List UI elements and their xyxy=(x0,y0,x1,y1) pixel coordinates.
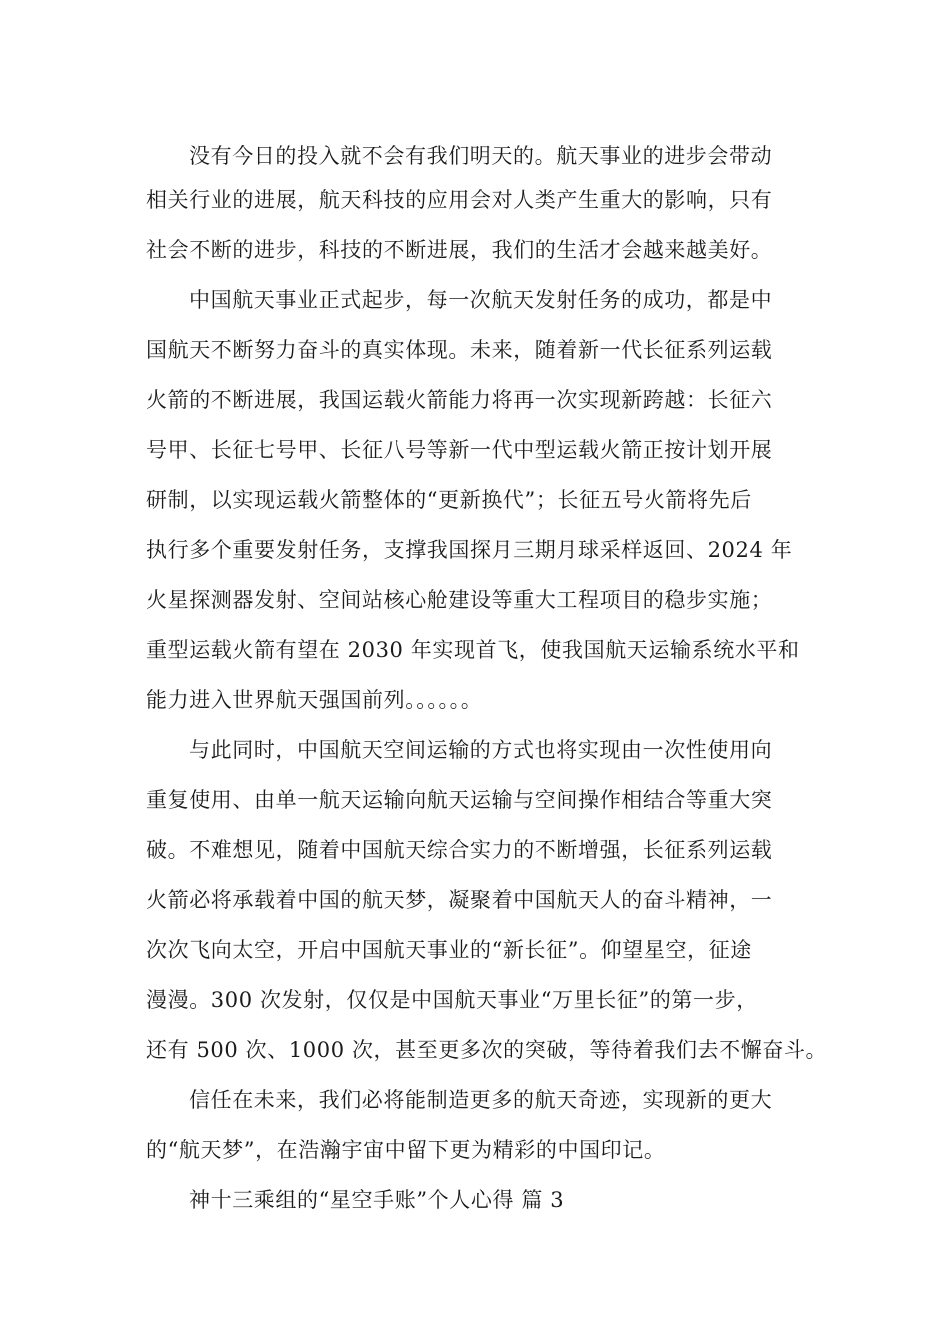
paragraph-2-line-1: 中国航天事业正式起步，每一次航天发射任务的成功，都是中 xyxy=(189,288,773,312)
paragraph-3-line-7: 还有 500 次、1000 次，甚至更多次的突破，等待着我们去不懈奋斗。 xyxy=(146,1038,828,1062)
paragraph-3-line-3: 破。不难想见，随着中国航天综合实力的不断增强，长征系列运载 xyxy=(146,838,773,862)
paragraph-2-line-7: 火星探测器发射、空间站核心舱建设等重大工程项目的稳步实施； xyxy=(146,588,773,612)
paragraph-3-line-2: 重复使用、由单一航天运输向航天运输与空间操作相结合等重大突 xyxy=(146,788,773,812)
paragraph-2-line-6: 执行多个重要发射任务，支撑我国探月三期月球采样返回、2024 年 xyxy=(146,538,793,562)
paragraph-1-line-2: 相关行业的进展，航天科技的应用会对人类产生重大的影响，只有 xyxy=(146,188,773,212)
paragraph-2-line-9: 能力进入世界航天强国前列。。。。。。 xyxy=(146,688,483,712)
paragraph-2-line-2: 国航天不断努力奋斗的真实体现。未来，随着新一代长征系列运载 xyxy=(146,338,773,362)
paragraph-3-line-6: 漫漫。300 次发射，仅仅是中国航天事业“万里长征”的第一步， xyxy=(146,988,758,1012)
section-heading: 神十三乘组的“星空手账”个人心得 篇 3 xyxy=(189,1188,565,1212)
paragraph-2-line-5: 研制，以实现运载火箭整体的“更新换代”；长征五号火箭将先后 xyxy=(146,488,752,512)
paragraph-2-line-3: 火箭的不断进展，我国运载火箭能力将再一次实现新跨越：长征六 xyxy=(146,388,773,412)
paragraph-4-line-2: 的“航天梦”，在浩瀚宇宙中留下更为精彩的中国印记。 xyxy=(146,1138,666,1162)
paragraph-1-line-1: 没有今日的投入就不会有我们明天的。航天事业的进步会带动 xyxy=(189,144,773,168)
paragraph-2-line-8: 重型运载火箭有望在 2030 年实现首飞，使我国航天运输系统水平和 xyxy=(146,638,800,662)
paragraph-3-line-1: 与此同时，中国航天空间运输的方式也将实现由一次性使用向 xyxy=(189,738,773,762)
paragraph-3-line-4: 火箭必将承载着中国的航天梦，凝聚着中国航天人的奋斗精神，一 xyxy=(146,888,773,912)
paragraph-1-line-3: 社会不断的进步，科技的不断进展，我们的生活才会越来越美好。 xyxy=(146,238,773,262)
paragraph-2-line-4: 号甲、长征七号甲、长征八号等新一代中型运载火箭正按计划开展 xyxy=(146,438,773,462)
paragraph-4-line-1: 信任在未来，我们必将能制造更多的航天奇迹，实现新的更大 xyxy=(189,1088,773,1112)
paragraph-3-line-5: 次次飞向太空，开启中国航天事业的“新长征”。仰望星空，征途 xyxy=(146,938,752,962)
